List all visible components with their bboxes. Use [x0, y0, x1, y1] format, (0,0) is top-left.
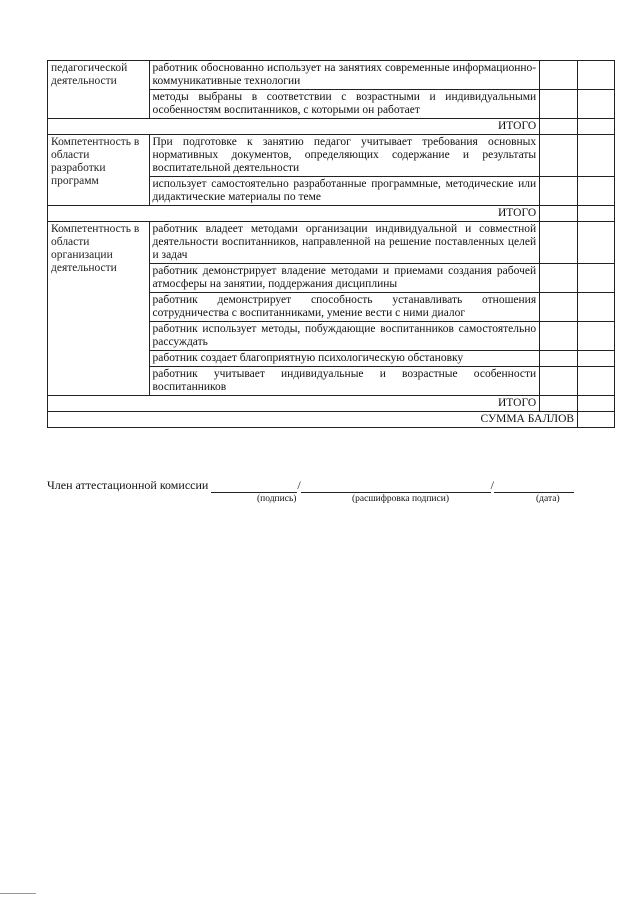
criterion-text: использует самостоятельно разработанные программные, методические или дидактические материалы по теме [149, 177, 540, 206]
score-cell[interactable] [578, 412, 615, 428]
criteria-table [47, 60, 615, 428]
criterion-text: работник использует методы, побуждающие воспитанников самостоятельно рассуждать [149, 322, 540, 351]
score-cell[interactable] [540, 90, 578, 119]
score-cell[interactable] [540, 135, 578, 177]
total-label: ИТОГО [48, 119, 540, 135]
score-cell[interactable] [578, 322, 615, 351]
criterion-text: работник демонстрирует способность устанавливать отношения сотрудничества с воспитанниками, умение вести с ними диалог [149, 293, 540, 322]
signature-line[interactable] [211, 480, 297, 493]
table-row [48, 222, 615, 264]
score-cell[interactable] [578, 119, 615, 135]
competence-cell: Компетентность в области организации деятельности [48, 222, 150, 396]
score-cell[interactable] [578, 90, 615, 119]
total-row [48, 396, 615, 412]
total-label: ИТОГО [48, 396, 540, 412]
competence-cell: Компетентность в области разработки программ [48, 135, 150, 206]
caption-name: (расшифровка подписи) [352, 494, 449, 504]
separator: / [297, 478, 301, 492]
score-cell[interactable] [540, 119, 578, 135]
score-cell[interactable] [540, 351, 578, 367]
total-row [48, 119, 615, 135]
criterion-text: При подготовке к занятию педагог учитывает требования основных нормативных документов, определяющих содержание и результаты воспитательной деятельности [149, 135, 540, 177]
table-row [48, 61, 615, 90]
criterion-text: работник владеет методами организации индивидуальной и совместной деятельности воспитанников, направленной на решение поставленных целей и задач [149, 222, 540, 264]
score-cell[interactable] [540, 322, 578, 351]
criterion-text: работник создает благоприятную психологическую обстановку [149, 351, 540, 367]
signature-block [47, 478, 607, 493]
competence-cell: педагогической деятельности [48, 61, 150, 119]
score-cell[interactable] [578, 264, 615, 293]
caption-signature: (подпись) [257, 494, 297, 504]
name-line[interactable] [301, 480, 491, 493]
table-row [48, 135, 615, 177]
score-cell[interactable] [578, 222, 615, 264]
score-cell[interactable] [540, 293, 578, 322]
signature-label: Член аттестационной комиссии [47, 478, 209, 492]
score-cell[interactable] [578, 351, 615, 367]
criterion-text: работник обоснованно использует на занятиях современные информационно-коммуникативные технологии [149, 61, 540, 90]
score-cell[interactable] [578, 396, 615, 412]
score-cell[interactable] [578, 206, 615, 222]
sum-label: СУММА БАЛЛОВ [48, 412, 578, 428]
score-cell[interactable] [540, 61, 578, 90]
total-label: ИТОГО [48, 206, 540, 222]
sum-row [48, 412, 615, 428]
date-line[interactable] [494, 480, 574, 493]
score-cell[interactable] [540, 222, 578, 264]
criterion-text: работник демонстрирует владение методами и приемами создания рабочей атмосферы на занятии, поддержания дисциплины [149, 264, 540, 293]
score-cell[interactable] [578, 293, 615, 322]
page-edge-mark [0, 893, 36, 894]
criterion-text: работник учитывает индивидуальные и возрастные особенности воспитанников [149, 367, 540, 396]
score-cell[interactable] [540, 206, 578, 222]
total-row [48, 206, 615, 222]
criterion-text: методы выбраны в соответствии с возрастными и индивидуальными особенностям воспитанников, с которыми он работает [149, 90, 540, 119]
score-cell[interactable] [578, 61, 615, 90]
separator: / [490, 478, 495, 492]
score-cell[interactable] [578, 135, 615, 177]
score-cell[interactable] [540, 264, 578, 293]
score-cell[interactable] [540, 367, 578, 396]
caption-date: (дата) [536, 494, 560, 504]
score-cell[interactable] [578, 367, 615, 396]
score-cell[interactable] [540, 177, 578, 206]
score-cell[interactable] [578, 177, 615, 206]
score-cell[interactable] [540, 396, 578, 412]
